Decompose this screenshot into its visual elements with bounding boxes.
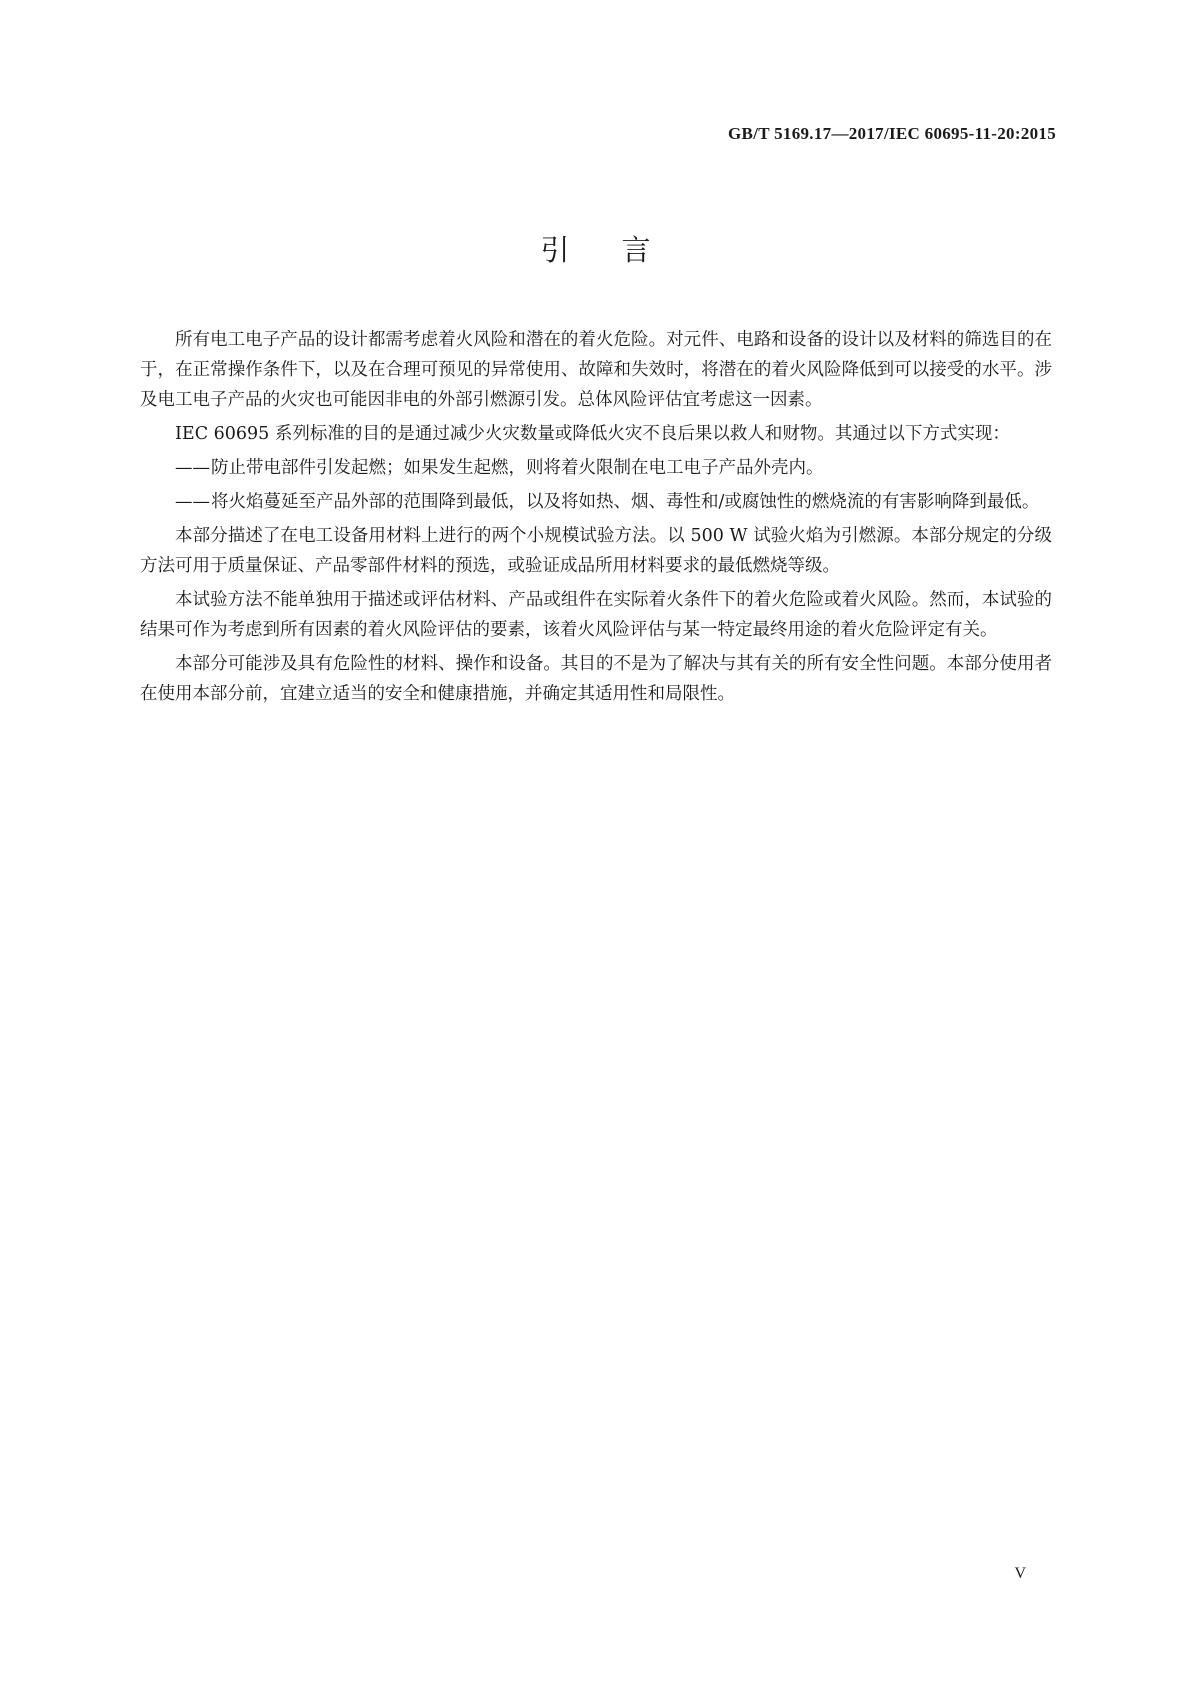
list-dash: —— [175, 458, 210, 478]
list-item-text: 防止带电部件引发起燃；如果发生起燃，则将着火限制在电工电子产品外壳内。 [211, 458, 824, 478]
page-title: 引言 [540, 233, 703, 267]
introduction-body [140, 325, 1052, 713]
paragraph-fire-risk: 所有电工电子产品的设计都需考虑着火风险和潜在的着火危险。对元件、电路和设备的设计以及材料的筛选目的在于，在正常操作条件下，以及在合理可预见的异常使用、故障和失效时，将潜在的着火风险降低到可以接受的水平。涉及电工电子产品的火灾也可能因非电的外部引燃源引发。总体风险评估宜考虑这一因素。 [140, 330, 1052, 410]
list-dash: —— [175, 492, 210, 512]
page-number: V [1014, 1565, 1026, 1582]
paragraph-series-purpose: IEC 60695 系列标准的目的是通过减少火灾数量或降低火灾不良后果以救人和财物。其通过以下方式实现： [175, 424, 1010, 444]
list-item-text: 将火焰蔓延至产品外部的范围降到最低，以及将如热、烟、毒性和/或腐蚀性的燃烧流的有害影响降到最低。 [211, 492, 1040, 512]
paragraph-test-methods: 本部分描述了在电工设备用材料上进行的两个小规模试验方法。以 500 W 试验火焰为引燃源。本部分规定的分级方法可用于质量保证、产品零部件材料的预选，或验证成品所用材料要求的最低燃烧等级。 [140, 526, 1052, 576]
list-item [175, 487, 1052, 517]
paragraph-limitations: 本试验方法不能单独用于描述或评估材料、产品或组件在实际着火条件下的着火危险或着火风险。然而，本试验的结果可作为考虑到所有因素的着火风险评估的要素，该着火风险评估与某一特定最终用途的着火危险评定有关。 [140, 590, 1052, 640]
list-item [175, 453, 1052, 483]
paragraph-safety: 本部分可能涉及具有危险性的材料、操作和设备。其目的不是为了解决与其有关的所有安全性问题。本部分使用者在使用本部分前，宜建立适当的安全和健康措施，并确定其适用性和局限性。 [140, 654, 1052, 704]
standard-code-header: GB/T 5169.17—2017/IEC 60695-11-20:2015 [728, 124, 1056, 143]
